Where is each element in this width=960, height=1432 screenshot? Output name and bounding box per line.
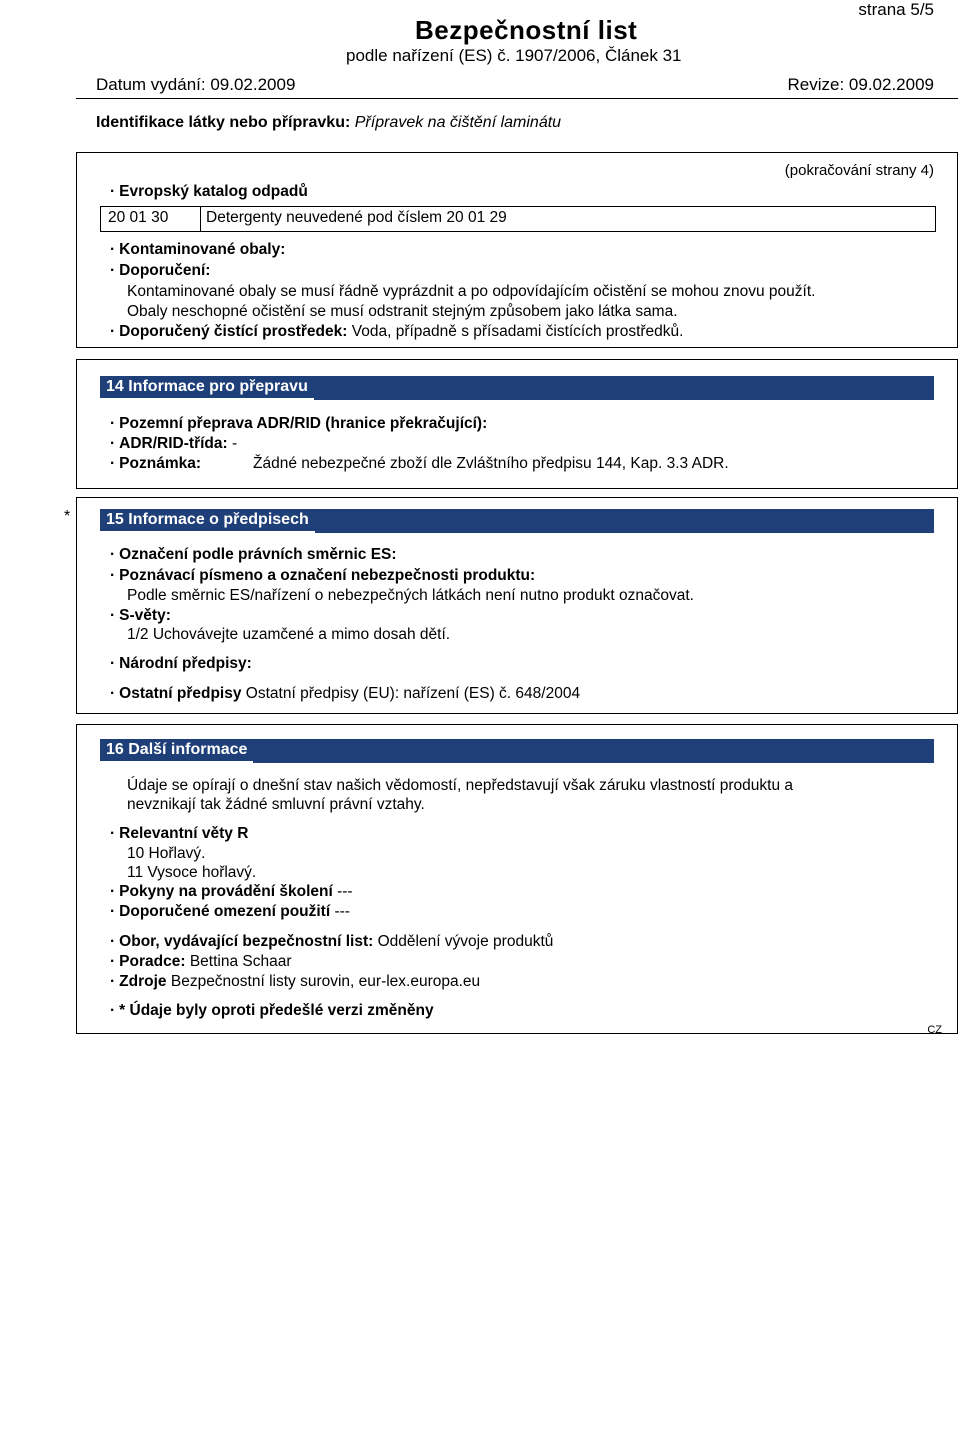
hazard-letters: · Poznávací písmeno a označení nebezpečnosti produktu: [110,567,536,584]
table-divider [200,206,201,232]
issuing-department: · Obor, vydávající bezpečnostní list: Oddělení vývoje produktů [110,933,554,950]
r-phrase-10: 10 Hořlavý. [127,845,206,862]
header-divider [76,98,958,99]
section-16-header [100,739,934,763]
recommendation-title: · Doporučení: [110,262,211,279]
training-instructions: · Pokyny na provádění školení --- [110,883,353,900]
recommendation-line-1: Kontaminované obaly se musí řádně vyprázdnit a po odpovídajícím očistění se mohou znovu použít. [127,283,816,300]
s-phrases-value: 1/2 Uchovávejte uzamčené a mimo dosah dětí. [127,626,451,643]
sources: · Zdroje Bezpečnostní listy surovin, eur-lex.europa.eu [110,973,481,990]
section-14-header [100,376,934,400]
transport-note: · Poznámka: [110,455,202,472]
recommended-cleaner: · Doporučený čistící prostředek: Voda, případně s přísadami čistících prostředků. [110,323,684,340]
section-16-title: 16 Další informace [100,739,253,763]
intro-line-1: Údaje se opírají o dnešní stav našich vědomostí, nepředstavují však záruku vlastností produktu a [127,777,794,794]
r-phrase-11: 11 Vysoce hořlavý. [127,864,257,881]
continuation-note: (pokračování strany 4) [784,162,934,179]
national-regulations: · Národní předpisy: [110,655,252,672]
transport-note-value: Žádné nebezpečné zboží dle Zvláštního předpisu 144, Kap. 3.3 ADR. [253,455,729,472]
intro-line-2: nevznikají tak žádné smluvní právní vztahy. [127,796,425,813]
issue-date: Datum vydání: 09.02.2009 [96,75,296,94]
recommendation-line-2: Obaly neschopné očistění se musí odstranit stejným způsobem jako látka sama. [127,303,678,320]
product-identification [96,114,561,132]
hazard-text: Podle směrnic ES/nařízení o nebezpečných látkách není nutno produkt označovat. [127,587,694,604]
s-phrases-label: · S-věty: [110,607,171,624]
other-regulations: · Ostatní předpisy Ostatní předpisy (EU): nařízení (ES) č. 648/2004 [110,685,581,702]
document-title: Bezpečnostní list [415,15,638,45]
revision-date: Revize: 09.02.2009 [787,75,934,94]
waste-code: 20 01 30 [108,209,169,226]
page-number: strana 5/5 [858,0,934,19]
adr-class: · ADR/RID-třída: - [110,435,238,452]
waste-description: Detergenty neuvedené pod číslem 20 01 29 [206,209,507,226]
changes-note: · * Údaje byly oproti předešlé verzi změněny [110,1002,434,1019]
document-subtitle: podle nařízení (ES) č. 1907/2006, Článek 31 [346,46,682,65]
waste-catalog-title: · Evropský katalog odpadů [110,183,308,200]
land-transport: · Pozemní přeprava ADR/RID (hranice překračující): [110,415,488,432]
advisor: · Poradce: Bettina Schaar [110,953,292,970]
identification-label: Identifikace látky nebo přípravku: [96,114,351,131]
country-code: CZ [927,1024,942,1036]
r-phrases-label: · Relevantní věty R [110,825,249,842]
section-14-title: 14 Informace pro přepravu [100,376,314,400]
packaging-title: · Kontaminované obaly: [110,241,286,258]
usage-restriction: · Doporučené omezení použití --- [110,903,350,920]
change-marker: * [64,508,71,525]
section-15-header [100,509,934,533]
es-directives: · Označení podle právních směrnic ES: [110,546,397,563]
section-15-title: 15 Informace o předpisech [100,509,315,533]
identification-value: Přípravek na čištění laminátu [354,114,562,131]
